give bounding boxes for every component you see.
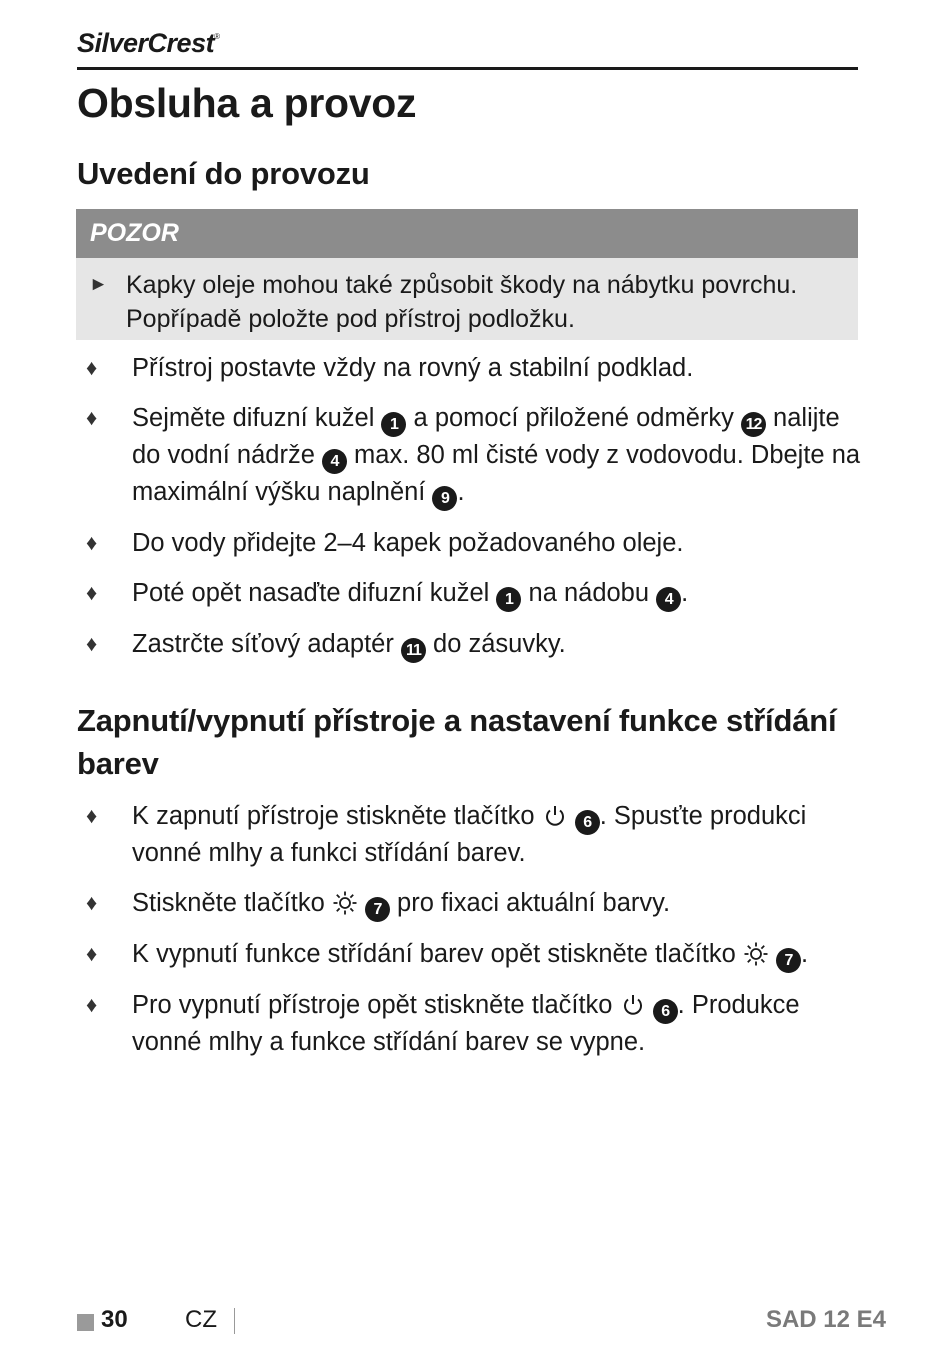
text-part: K zapnutí přístroje stiskněte tlačítko — [132, 802, 542, 830]
list-item — [77, 987, 867, 1060]
text-part: Přístroj postavte vždy na rovný a stabilní podklad. — [132, 354, 694, 382]
footer-divider — [234, 1308, 235, 1334]
power-icon — [542, 803, 568, 829]
section-title-startup: Uvedení do provozu — [77, 156, 370, 191]
list-item-text — [132, 626, 867, 663]
text-part: pro fixaci aktuální barvy. — [389, 889, 671, 917]
part-number-badge: 1 — [496, 587, 521, 612]
text-part: na nádobu — [521, 579, 657, 607]
section-title-power-color: Zapnutí/vypnutí přístroje a nastavení funkce střídání barev — [77, 703, 837, 781]
bullet-diamond-icon: ♦ — [86, 992, 98, 1017]
part-number-badge: 12 — [741, 412, 766, 437]
part-number-badge: 1 — [381, 412, 406, 437]
startup-steps-list — [77, 350, 867, 677]
list-item-text — [132, 885, 867, 922]
text-part: . — [457, 478, 465, 506]
list-item — [77, 798, 867, 871]
text-part: do zásuvky. — [425, 630, 566, 658]
list-item — [77, 575, 867, 612]
list-item — [77, 936, 867, 973]
part-number-badge: 6 — [575, 810, 600, 835]
bullet-diamond-icon: ♦ — [86, 405, 98, 430]
light-icon — [332, 890, 358, 916]
light-icon — [743, 941, 769, 967]
part-number-badge: 6 — [653, 999, 678, 1024]
list-item — [77, 626, 867, 663]
list-item — [77, 400, 867, 511]
list-item-text — [132, 350, 867, 386]
bullet-diamond-icon: ♦ — [86, 631, 98, 656]
brand-logo: SilverCrest® — [77, 28, 220, 58]
part-number-badge: 7 — [365, 897, 390, 922]
bullet-diamond-icon: ♦ — [86, 803, 98, 828]
page-footer — [77, 1306, 886, 1338]
list-item-text — [132, 798, 867, 871]
text-part: K vypnutí funkce střídání barev opět stiskněte tlačítko — [132, 940, 743, 968]
text-part: Stiskněte tlačítko — [132, 889, 332, 917]
text-part: a pomocí přiložené odměrky — [406, 404, 741, 432]
warning-box — [76, 258, 858, 340]
bullet-diamond-icon: ♦ — [86, 355, 98, 380]
part-number-badge: 11 — [401, 638, 426, 663]
list-item — [77, 885, 867, 922]
model-number: SAD 12 E4 — [765, 1306, 886, 1333]
part-number-badge: 4 — [322, 449, 347, 474]
text-part: Do vody přidejte 2–4 kapek požadovaného oleje. — [132, 529, 684, 557]
arrow-icon: ► — [89, 274, 108, 295]
list-item — [77, 525, 867, 561]
part-number-badge: 7 — [776, 948, 801, 973]
text-part: Pro vypnutí přístroje opět stiskněte tlačítko — [132, 991, 620, 1019]
list-item-text — [132, 400, 867, 511]
text-part: . — [681, 579, 689, 607]
part-number-badge: 9 — [432, 486, 457, 511]
header-rule — [77, 67, 858, 70]
bullet-diamond-icon: ♦ — [86, 530, 98, 555]
list-item-text — [132, 987, 867, 1060]
text-part: Poté opět nasaďte difuzní kužel — [132, 579, 497, 607]
warning-text: Kapky oleje mohou také způsobit škody na nábytku povrchu. Popřípadě položte pod přístroj podložku. — [126, 271, 798, 333]
list-item-text — [132, 575, 867, 612]
text-part: . Produkce vonné mlhy a funkce střídání barev se vypne. — [132, 991, 800, 1056]
text-part: max. 80 ml čisté vody z vodovodu. Dbejte na maximální výšku naplnění — [132, 441, 861, 506]
footer-square-icon — [77, 1314, 94, 1331]
bullet-diamond-icon: ♦ — [86, 890, 98, 915]
text-part: . Spusťte produkci vonné mlhy a funkci střídání barev. — [132, 802, 807, 867]
bullet-diamond-icon: ♦ — [86, 580, 98, 605]
language-code: CZ — [185, 1306, 217, 1333]
text-part: Zastrčte síťový adaptér — [132, 630, 401, 658]
part-number-badge: 4 — [656, 587, 681, 612]
bullet-diamond-icon: ♦ — [86, 941, 98, 966]
power-icon — [620, 992, 646, 1018]
page-title: Obsluha a provoz — [77, 80, 417, 126]
text-part: Sejměte difuzní kužel — [132, 404, 382, 432]
power-color-steps-list — [77, 798, 867, 1074]
list-item-text — [132, 525, 867, 561]
list-item — [77, 350, 867, 386]
text-part: nalijte do vodní nádrže — [132, 404, 840, 469]
page-number: 30 — [101, 1306, 128, 1333]
text-part: . — [801, 940, 809, 968]
warning-label: POZOR — [76, 209, 858, 258]
list-item-text — [132, 936, 867, 973]
